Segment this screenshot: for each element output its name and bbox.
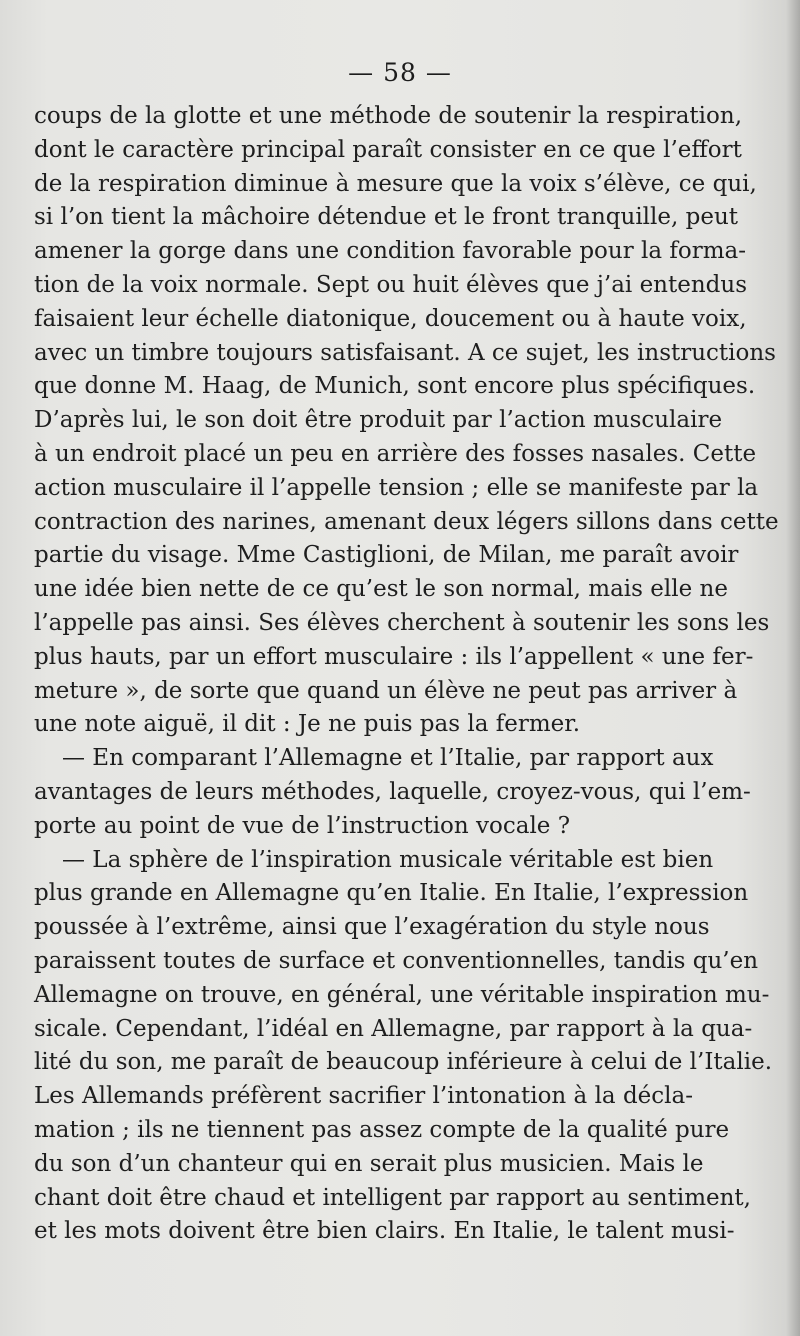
page-edge-shadow [786, 0, 800, 1336]
text-line: sicale. Cependant, l’idéal en Allemagne, par rapport à la qua- [34, 1015, 753, 1042]
text-line: avantages de leurs méthodes, laquelle, croyez-vous, qui l’em- [34, 778, 751, 805]
text-line: contraction des narines, amenant deux légers sillons dans cette [34, 508, 779, 535]
text-line: — La sphère de l’inspiration musicale véritable est bien [62, 846, 714, 873]
text-line: coups de la glotte et une méthode de soutenir la respiration, [34, 103, 743, 129]
text-line: plus grande en Allemagne qu’en Italie. En Italie, l’expression [34, 880, 749, 907]
text-line: tion de la voix normale. Sept ou huit élèves que j’ai entendus [34, 271, 747, 298]
text-line: plus hauts, par un effort musculaire : ils l’appellent « une fer- [34, 643, 754, 670]
text-line: une note aiguë, il dit : Je ne puis pas la fermer. [34, 711, 581, 738]
text-line: paraissent toutes de surface et conventionnelles, tandis qu’en [34, 947, 759, 974]
text-line: si l’on tient la mâchoire détendue et le front tranquille, peut [34, 204, 739, 231]
text-line: porte au point de vue de l’instruction vocale ? [34, 812, 571, 839]
text-line: Les Allemands préfèrent sacrifier l’intonation à la décla- [34, 1083, 694, 1110]
text-line: action musculaire il l’appelle tension ; elle se manifeste par la [34, 474, 759, 501]
text-line: avec un timbre toujours satisfaisant. A ce sujet, les instructions [34, 339, 776, 366]
text-line: et les mots doivent être bien clairs. En Italie, le talent musi- [34, 1218, 735, 1245]
text-line: Allemagne on trouve, en général, une véritable inspiration mu- [34, 981, 770, 1008]
text-line: poussée à l’extrême, ainsi que l’exagération du style nous [34, 914, 710, 941]
text-line: à un endroit placé un peu en arrière des fosses nasales. Cette [34, 440, 757, 467]
text-line: partie du visage. Mme Castiglioni, de Milan, me paraît avoir [34, 542, 739, 569]
text-line: D’après lui, le son doit être produit par l’action musculaire [34, 407, 723, 434]
text-line: meture », de sorte que quand un élève ne peut pas arriver à [34, 677, 738, 704]
body-text [34, 100, 779, 1249]
text-line: — En comparant l’Allemagne et l’Italie, par rapport aux [62, 745, 714, 772]
text-line: faisaient leur échelle diatonique, doucement ou à haute voix, [34, 305, 747, 332]
text-line: une idée bien nette de ce qu’est le son normal, mais elle ne [34, 576, 728, 603]
text-line: de la respiration diminue à mesure que la voix s’élève, ce qui, [34, 170, 757, 197]
text-line: chant doit être chaud et intelligent par rapport au sentiment, [34, 1184, 751, 1211]
text-line: l’appelle pas ainsi. Ses élèves cherchent à soutenir les sons les [34, 609, 770, 636]
page-number: — 58 — [348, 58, 452, 87]
text-line: lité du son, me paraît de beaucoup inférieure à celui de l’Italie. [34, 1049, 772, 1076]
text-line: amener la gorge dans une condition favorable pour la forma- [34, 238, 747, 265]
text-line: du son d’un chanteur qui en serait plus musicien. Mais le [34, 1150, 704, 1177]
text-line: mation ; ils ne tiennent pas assez compte de la qualité pure [34, 1116, 730, 1143]
text-line: que donne M. Haag, de Munich, sont encore plus spécifiques. [34, 373, 756, 400]
text-line: dont le caractère principal paraît consister en ce que l’effort [34, 136, 742, 163]
